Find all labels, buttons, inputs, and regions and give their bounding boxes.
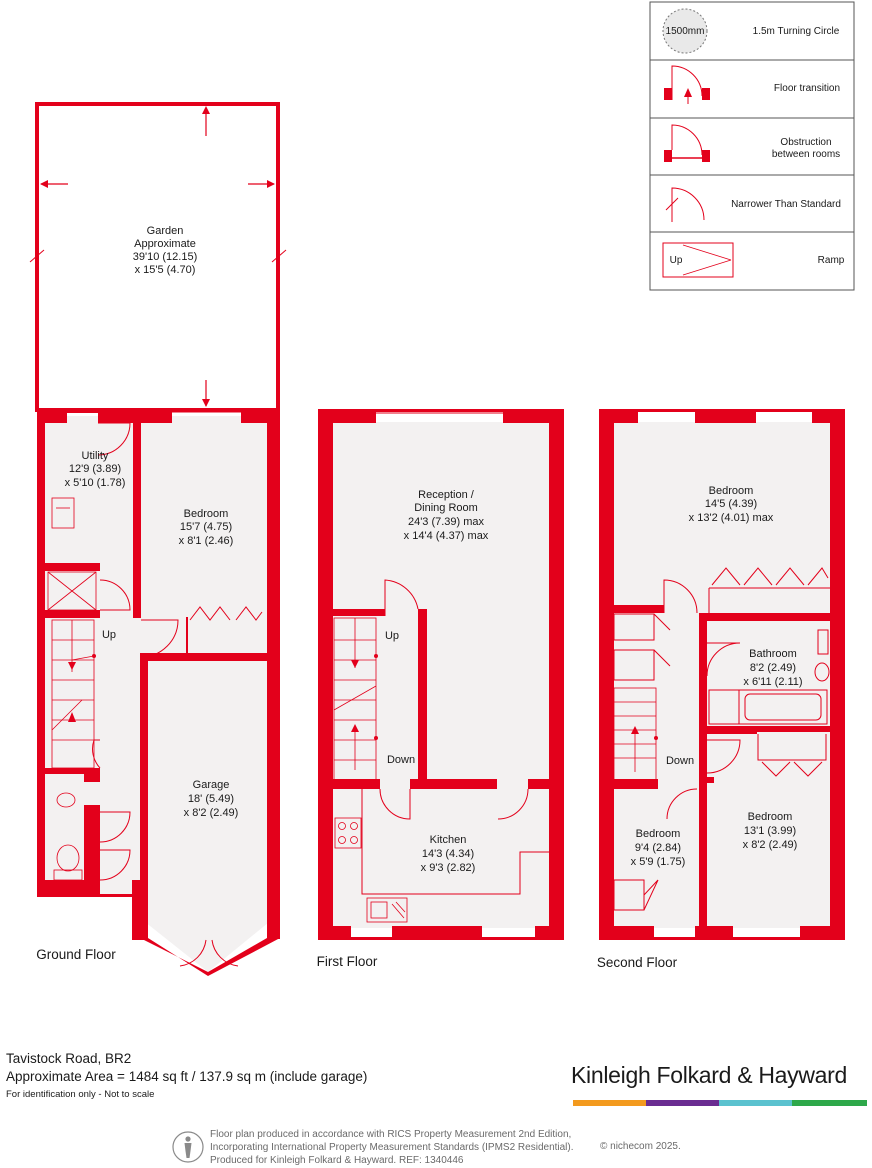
reception-name-1: Reception / bbox=[418, 489, 474, 501]
gf-stairs-up: Up bbox=[101, 629, 117, 641]
legend-floor-transition-label: Floor transition bbox=[773, 83, 841, 94]
kitchen-dim-1: 14'3 (4.34) bbox=[421, 848, 475, 860]
brand-bar-orange bbox=[573, 1100, 646, 1106]
sf-bedroom-main-name: Bedroom bbox=[708, 485, 754, 497]
legend-obstruction-label-2: between rooms bbox=[771, 149, 841, 160]
property-area: Approximate Area = 1484 sq ft / 137.9 sq m (include garage) bbox=[6, 1069, 368, 1084]
bathroom-dim-1: 8'2 (2.49) bbox=[749, 662, 797, 674]
sf-bedroom-right-dim-2: x 8'2 (2.49) bbox=[742, 839, 798, 851]
legend-ramp-label: Ramp bbox=[817, 255, 845, 266]
garage-dim-2: x 8'2 (2.49) bbox=[183, 807, 239, 819]
second-floor-label: Second Floor bbox=[596, 955, 678, 970]
garden-dim-1: 39'10 (12.15) bbox=[132, 251, 198, 263]
brand-bar-green bbox=[792, 1100, 867, 1106]
legend-narrower-label: Narrower Than Standard bbox=[731, 199, 841, 210]
reception-name-2: Dining Room bbox=[414, 502, 478, 514]
bathroom-name: Bathroom bbox=[749, 648, 797, 660]
person-icon bbox=[172, 1130, 204, 1164]
reception-dim-2: x 14'4 (4.37) max bbox=[403, 530, 489, 542]
ff-stairs-up: Up bbox=[384, 630, 400, 642]
footer-copyright: © nichecom 2025. bbox=[600, 1141, 681, 1152]
sf-bedroom-small-dim-1: 9'4 (2.84) bbox=[634, 842, 682, 854]
kitchen-name: Kitchen bbox=[429, 834, 467, 846]
sf-stairs-down: Down bbox=[665, 755, 695, 767]
footer-text bbox=[210, 1128, 574, 1167]
bathroom-dim-2: x 6'11 (2.11) bbox=[743, 676, 803, 688]
garden-dim-2: x 15'5 (4.70) bbox=[134, 264, 196, 276]
ground-floor-label: Ground Floor bbox=[36, 947, 116, 962]
brand-logo-text: Kinleigh Folkard & Hayward bbox=[571, 1062, 847, 1088]
kitchen-dim-2: x 9'3 (2.82) bbox=[420, 862, 476, 874]
footer-line-2: Incorporating International Property Measurement Standards (IPMS2 Residential). bbox=[210, 1142, 574, 1153]
brand-bar-cyan bbox=[719, 1100, 792, 1106]
legend-turning-circle-label: 1.5m Turning Circle bbox=[752, 26, 840, 37]
footer-line-1: Floor plan produced in accordance with RICS Property Measurement 2nd Edition, bbox=[210, 1129, 572, 1140]
utility-name: Utility bbox=[81, 450, 109, 462]
sf-bedroom-right-name: Bedroom bbox=[747, 811, 793, 823]
property-disclaimer: For identification only - Not to scale bbox=[6, 1089, 155, 1100]
legend-ramp-up: Up bbox=[669, 255, 683, 266]
gf-bedroom-name: Bedroom bbox=[183, 508, 229, 520]
footer-line-3: Produced for Kinleigh Folkard & Hayward. REF: 1340446 bbox=[210, 1155, 464, 1166]
garden-name: Garden bbox=[146, 225, 184, 237]
reception-dim-1: 24'3 (7.39) max bbox=[407, 516, 485, 528]
legend-obstruction-label-1: Obstruction bbox=[780, 137, 832, 148]
ff-stairs-down: Down bbox=[386, 754, 416, 766]
sf-bedroom-right-dim-1: 13'1 (3.99) bbox=[743, 825, 797, 837]
brand-bar-purple bbox=[646, 1100, 719, 1106]
gf-bedroom-dim-2: x 8'1 (2.46) bbox=[178, 535, 234, 547]
utility-dim-1: 12'9 (3.89) bbox=[68, 463, 122, 475]
first-floor-label: First Floor bbox=[316, 954, 378, 969]
turning-circle-size: 1500mm bbox=[665, 26, 705, 37]
sf-bedroom-main-dim-1: 14'5 (4.39) bbox=[704, 498, 758, 510]
property-address: Tavistock Road, BR2 bbox=[6, 1051, 132, 1066]
garage-name: Garage bbox=[192, 779, 230, 791]
garden-approx: Approximate bbox=[134, 238, 196, 250]
utility-dim-2: x 5'10 (1.78) bbox=[64, 477, 126, 489]
sf-bedroom-main-dim-2: x 13'2 (4.01) max bbox=[688, 512, 774, 524]
gf-bedroom-dim-1: 15'7 (4.75) bbox=[179, 521, 233, 533]
sf-bedroom-small-dim-2: x 5'9 (1.75) bbox=[630, 856, 686, 868]
garage-dim-1: 18' (5.49) bbox=[187, 793, 235, 805]
sf-bedroom-small-name: Bedroom bbox=[635, 828, 681, 840]
